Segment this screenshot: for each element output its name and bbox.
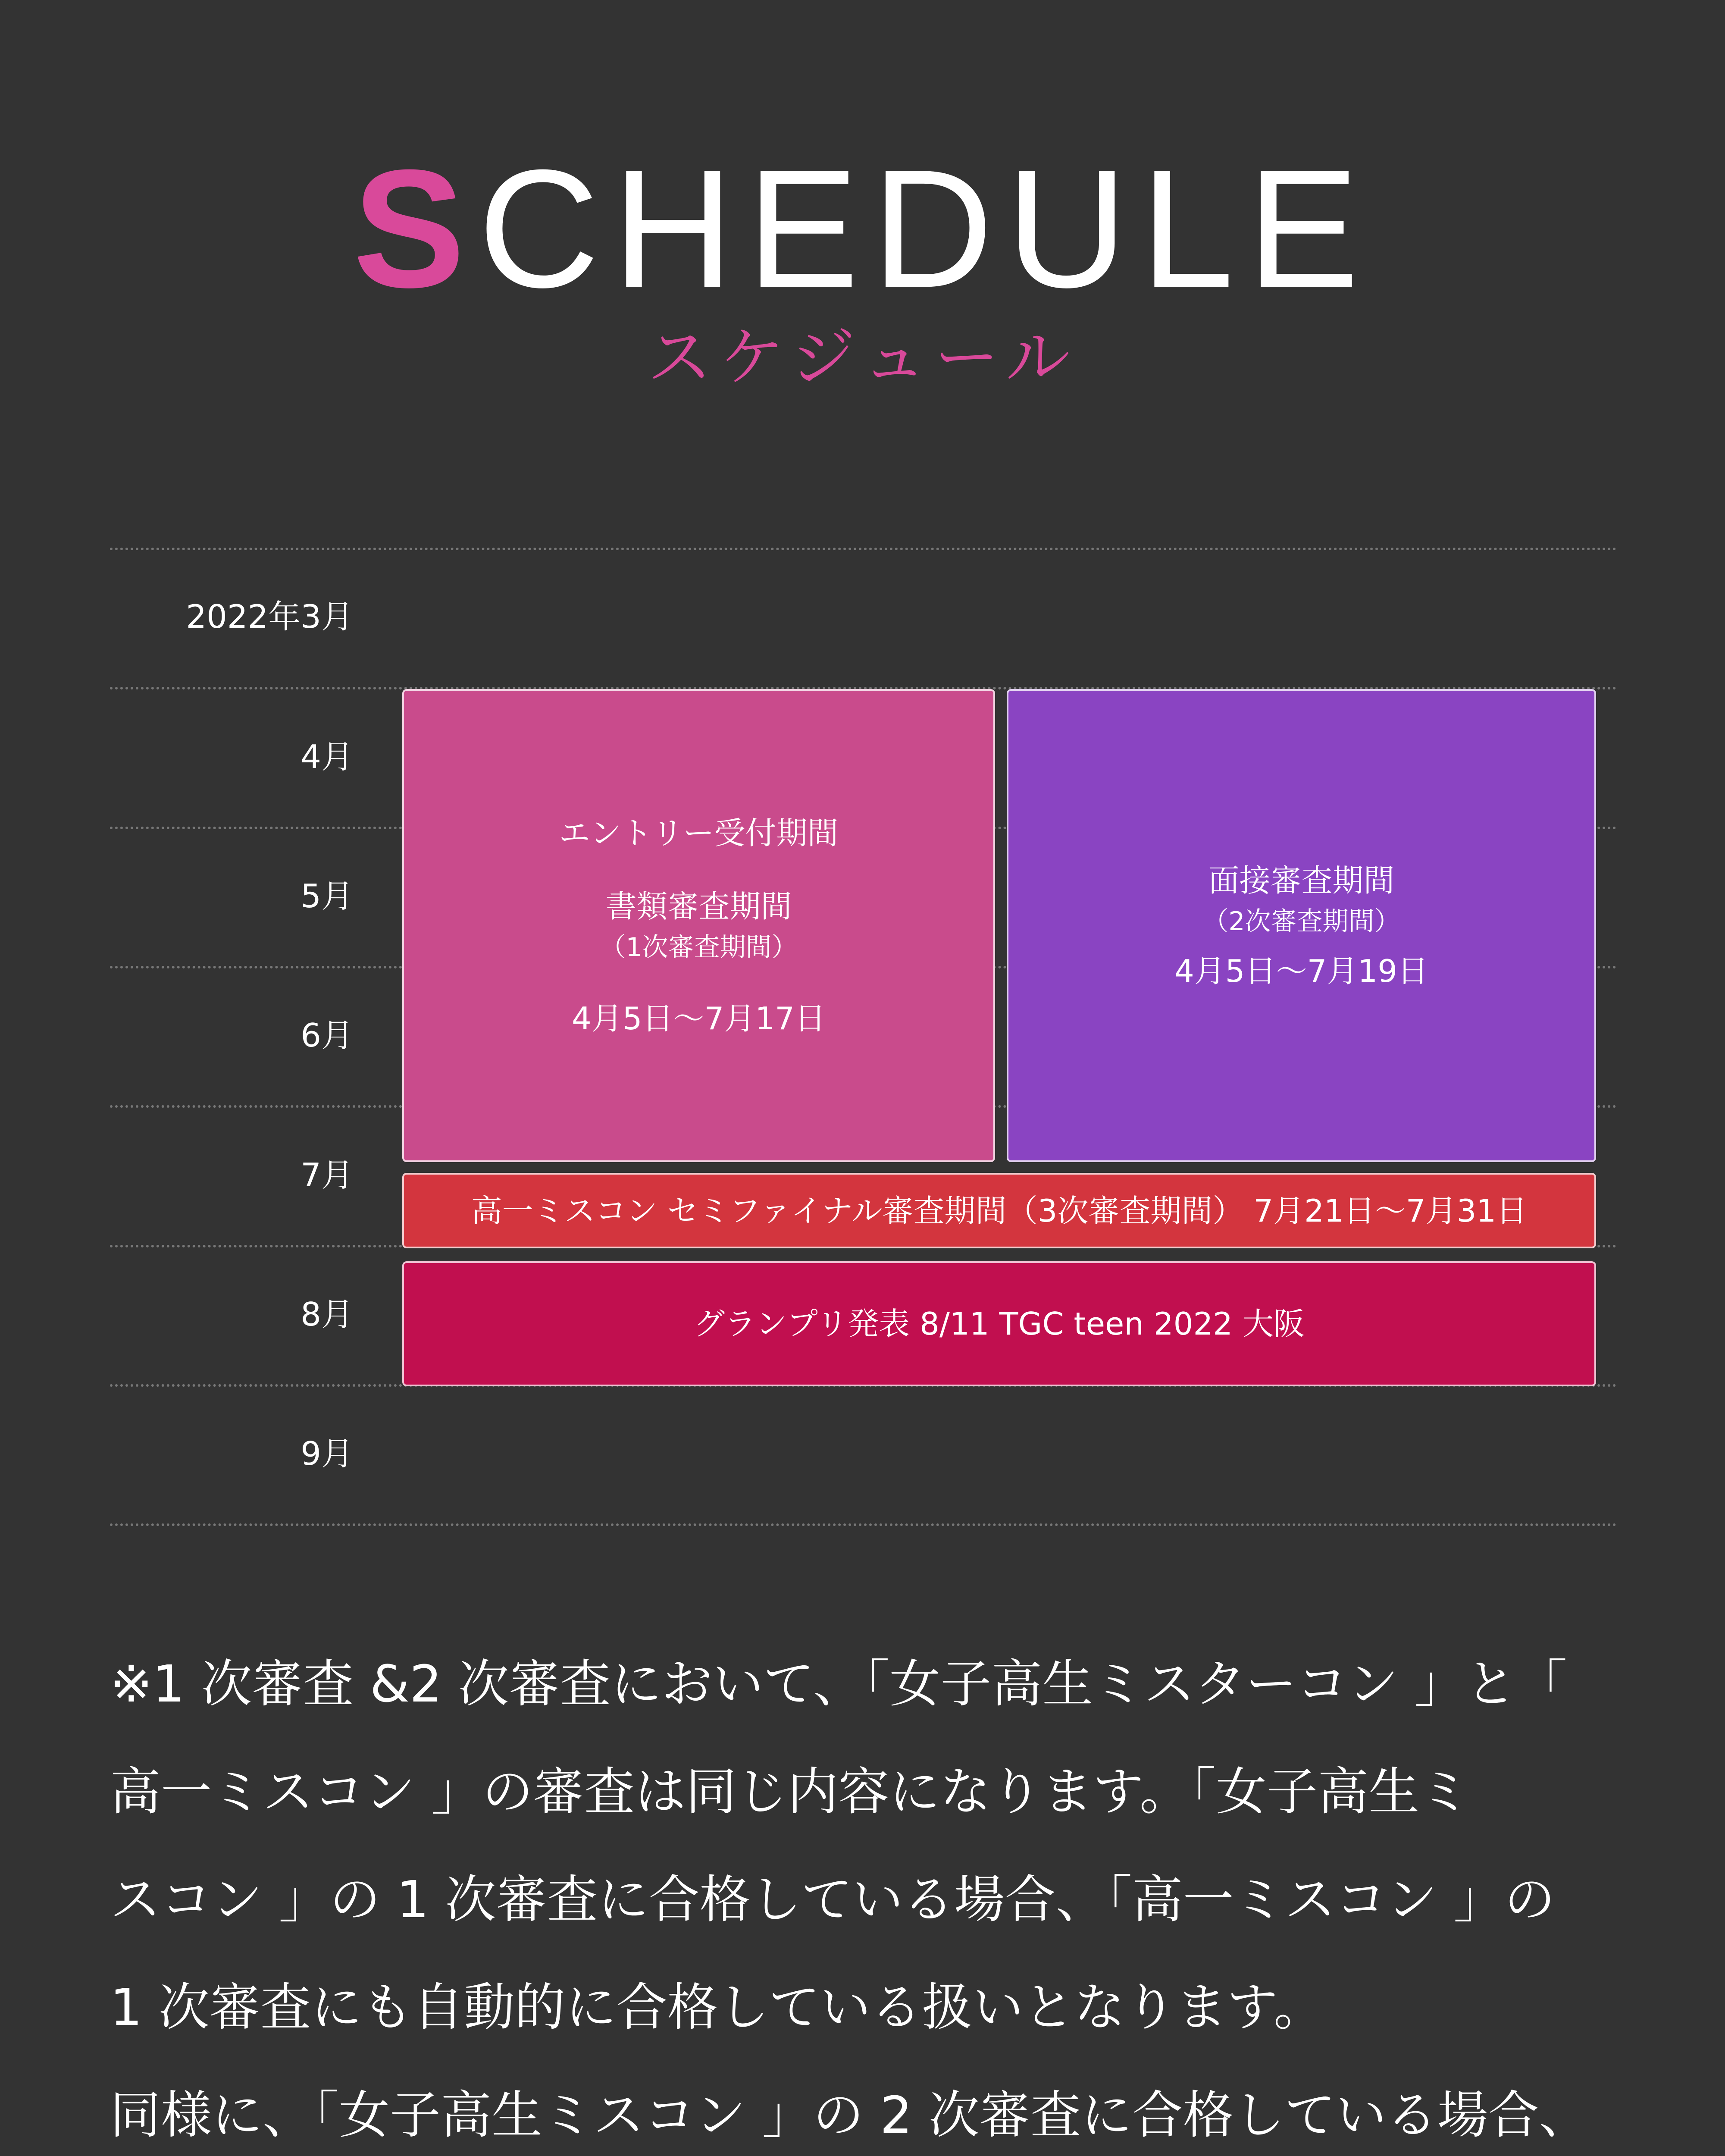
row-divider bbox=[110, 548, 1617, 550]
first-review-label: （1次審査期間） bbox=[600, 932, 798, 962]
row-divider bbox=[110, 1523, 1617, 1526]
month-label: 8月 bbox=[301, 1295, 354, 1333]
month-label: 4月 bbox=[301, 738, 354, 776]
month-label: 9月 bbox=[301, 1435, 354, 1473]
note-line: スコン 」の 1 次審査に合格している場合、「高一ミスコン 」の bbox=[110, 1870, 1556, 1929]
entry-period-label: エントリー受付期間 bbox=[559, 815, 839, 851]
entry-period-dates: 4月5日〜7月17日 bbox=[571, 1000, 826, 1037]
grandprix-block bbox=[402, 1261, 1596, 1386]
second-review-label: （2次審査期間） bbox=[1202, 906, 1400, 937]
interview-period-label: 面接審査期間 bbox=[1208, 862, 1395, 899]
semifinal-period-label: 高一ミスコン セミファイナル審査期間（3次審査期間） 7月21日〜7月31日 bbox=[471, 1192, 1528, 1229]
entry-period-block bbox=[402, 689, 995, 1162]
note-line: 1 次審査にも自動的に合格している扱いとなります。 bbox=[110, 1977, 1325, 2037]
month-label: 7月 bbox=[301, 1156, 354, 1194]
semifinal-period-block bbox=[402, 1173, 1596, 1248]
month-label: 6月 bbox=[301, 1016, 354, 1054]
page-title bbox=[0, 135, 1725, 323]
page-subtitle: スケジュール bbox=[647, 320, 1078, 395]
note-line: 同様に、「女子高生ミスコン 」の 2 次審査に合格している場合、 bbox=[110, 2085, 1590, 2145]
interview-period-dates: 4月5日〜7月19日 bbox=[1174, 953, 1429, 989]
title-accent-letter: S bbox=[353, 135, 478, 323]
notes-section bbox=[110, 1630, 1645, 2156]
month-label: 2022年3月 bbox=[186, 598, 354, 636]
note-line: 高一ミスコン 」の審査は同じ内容になります。「女子高生ミ bbox=[110, 1762, 1471, 1821]
month-label: 5月 bbox=[301, 877, 354, 915]
document-review-label: 書類審査期間 bbox=[605, 888, 792, 924]
interview-period-block bbox=[1007, 689, 1596, 1162]
title-rest: CHEDULE bbox=[478, 135, 1372, 323]
grandprix-label: グランプリ発表 8/11 TGC teen 2022 大阪 bbox=[694, 1306, 1305, 1342]
note-line: ※1 次審査 &2 次審査において、「女子高生ミスターコン 」と「 bbox=[110, 1654, 1567, 1714]
